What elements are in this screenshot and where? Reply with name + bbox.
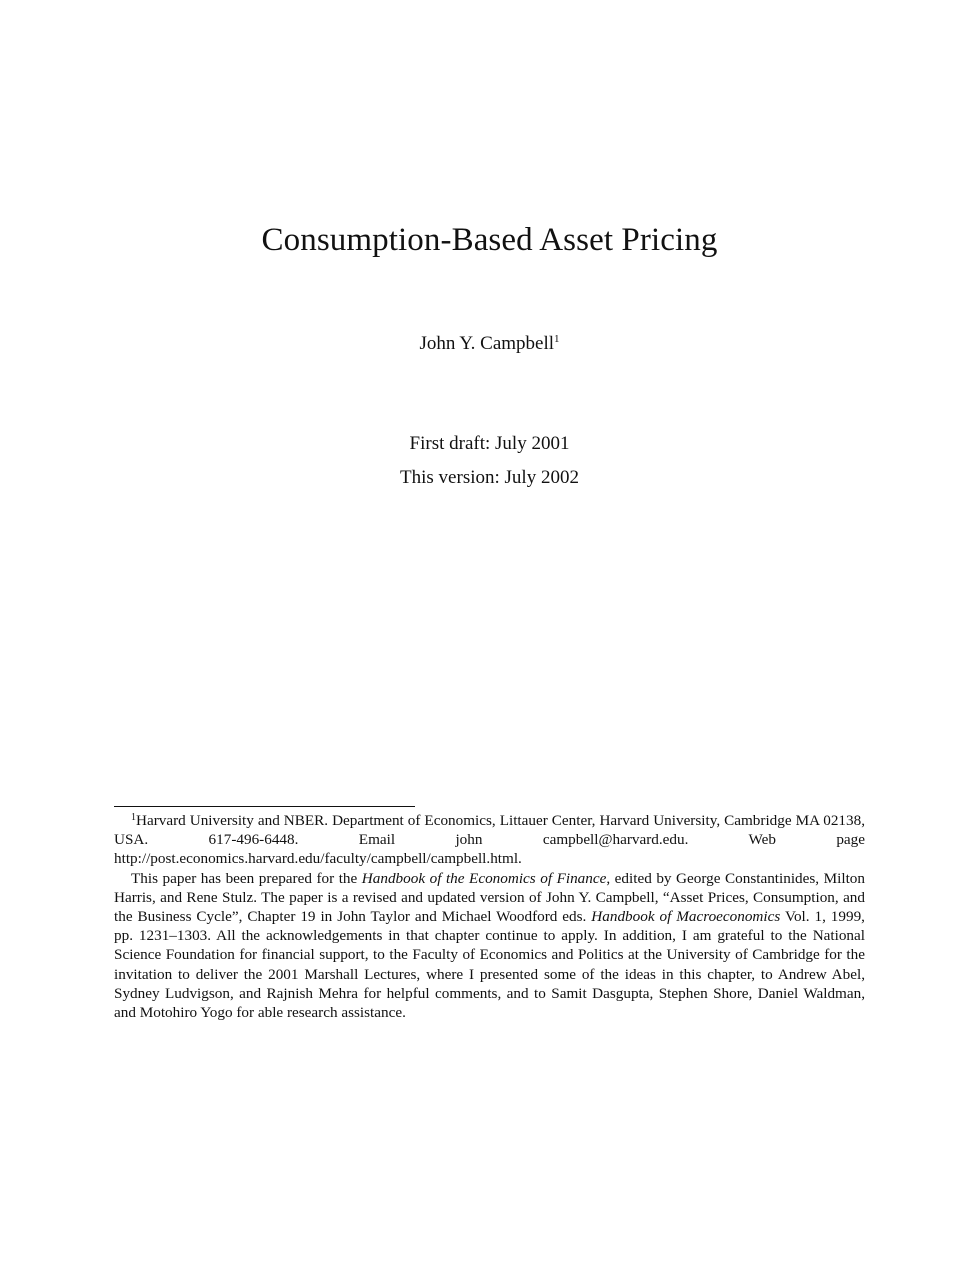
first-draft-date: First draft: July 2001 bbox=[409, 433, 570, 454]
footnote-rule bbox=[114, 806, 415, 807]
author-name: John Y. Campbell bbox=[419, 333, 555, 354]
footnote-affiliation bbox=[114, 811, 865, 869]
ack-text-3: Vol. 1, 1999, pp. 1231–1303. All the acknowledgements in that chapter continue to apply. In addition, I am grateful to the National Science Foundation for financial support, to the Faculty of Economics and Politics at the University of Cambridge for the invitation to deliver the 2001 Marshall Lectures, where I presented some of the ideas in this chapter, to Andrew Abel, Sydney Ludvigson, and Rajnish Mehra for helpful comments, and to Samit Dasgupta, Stephen Shore, Daniel Waldman, and Motohiro Yogo for able research assistance. bbox=[114, 908, 865, 1022]
ack-text-1: This paper has been prepared for the bbox=[131, 869, 362, 887]
author-line bbox=[0, 333, 979, 355]
handbook-finance-title: Handbook of the Economics of Finance bbox=[361, 869, 607, 887]
this-version-date: This version: July 2002 bbox=[400, 467, 579, 488]
ack-text-2: , edited by George Constantinides, Milton Harris, and Rene Stulz. The paper is a revised and updated version of John Y. Campbell, “Asset Prices, Consumption, and the Business Cycle”, Chapter 19 in John Taylor and Michael Woodford eds. bbox=[114, 869, 865, 926]
footnote-acknowledgements bbox=[114, 869, 865, 1023]
author-footnote-mark: 1 bbox=[554, 333, 560, 345]
footnote-mark: 1 bbox=[131, 812, 136, 823]
handbook-macro-title: Handbook of Macroeconomics bbox=[591, 908, 781, 926]
footnote-block bbox=[114, 811, 865, 1022]
paper-title: Consumption-Based Asset Pricing bbox=[261, 222, 718, 258]
affiliation-text: Harvard University and NBER. Department of Economics, Littauer Center, Harvard University, Cambridge MA 02138, USA. 617-496-6448. Email john campbell@harvard.edu. Web page http://post.economics.harvard.edu/faculty/campbell/campbell.html. bbox=[114, 812, 865, 868]
